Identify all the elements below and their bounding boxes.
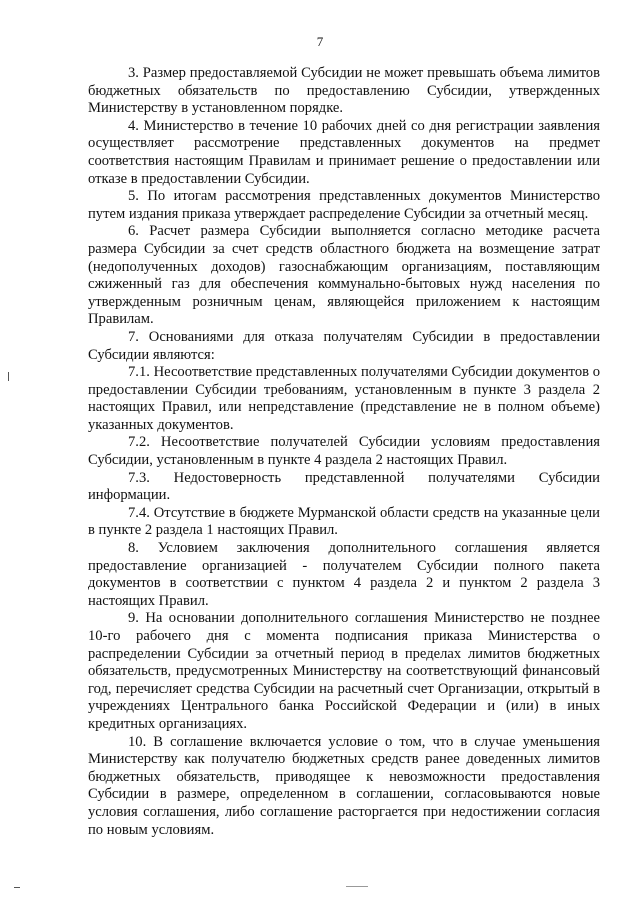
- paragraph-8: 8. Условием заключения дополнительного соглашения является предоставление организацией - получателем Субсидии полного пакета документов в соответствии с пунктом 4 раздела 2 и пунктом 2 раздела 3 настоящих Правил.: [88, 540, 600, 609]
- paragraph-7: 7. Основаниями для отказа получателям Субсидии в предоставлении Субсидии являются:: [88, 328, 600, 363]
- paragraph-10: 10. В соглашение включается условие о том, что в случае уменьшения Министерству как получателю бюджетных средств ранее доведенных лимитов бюджетных обязательств, приводящее к невозможности предоставления Субсидии в размере, определенном в соглашении, согласовываются новые условия соглашения, либо соглашение расторгается при недостижении согласия по новым условиям.: [88, 733, 600, 838]
- paragraph-7-2: 7.2. Несоответствие получателей Субсидии условиям предоставления Субсидии, установленным в пункте 4 раздела 2 настоящих Правил.: [88, 434, 600, 469]
- paragraph-6: 6. Расчет размера Субсидии выполняется согласно методике расчета размера Субсидии за счет средств областного бюджета на возмещение затрат (недополученных доходов) газоснабжающим организациям, поставляющим сжиженный газ для обеспечения коммунально-бытовых нужд населения по утвержденным розничным ценам, являющейся приложением к настоящим Правилам.: [88, 223, 600, 328]
- paragraph-7-3: 7.3. Недостоверность представленной получателями Субсидии информации.: [88, 469, 600, 504]
- document-body: [88, 65, 600, 839]
- paragraph-3: 3. Размер предоставляемой Субсидии не может превышать объема лимитов бюджетных обязательств по предоставлению Субсидии, утвержденных Министерству в установленном порядке.: [88, 65, 600, 117]
- paragraph-7-4: 7.4. Отсутствие в бюджете Мурманской области средств на указанные цели в пункте 2 раздела 1 настоящих Правил.: [88, 504, 600, 539]
- paragraph-9: 9. На основании дополнительного соглашения Министерство не позднее 10-го рабочего дня с момента подписания приказа Министерства о распределении Субсидии за отчетный период в пределах лимитов бюджетных обязательств, предусмотренных Министерству на соответствующий финансовый год, перечисляет средства Субсидии на расчетный счет Организации, открытый в учреждениях Центрального банка Российской Федерации и (или) в иных кредитных организациях.: [88, 610, 600, 732]
- scan-artifact-bottom-center: [346, 886, 368, 887]
- paragraph-5: 5. По итогам рассмотрения представленных документов Министерство путем издания приказа утверждает распределение Субсидии за отчетный месяц.: [88, 188, 600, 222]
- paragraph-7-1: 7.1. Несоответствие представленных получателями Субсидии документов о предоставлении Субсидии требованиям, установленным в пункте 3 раздела 2 настоящих Правил, или непредставление (представление не в полном объеме) указанных документов.: [88, 364, 600, 433]
- scan-artifact-left: [8, 372, 9, 381]
- page-number: 7: [316, 34, 324, 49]
- paragraph-4: 4. Министерство в течение 10 рабочих дней со дня регистрации заявления осуществляет рассмотрение представленных документов на предмет соответствия настоящим Правилам и принимает решение о предоставлении или отказе в предоставлении Субсидии.: [88, 117, 600, 187]
- scan-artifact-bottom-left: [14, 887, 20, 888]
